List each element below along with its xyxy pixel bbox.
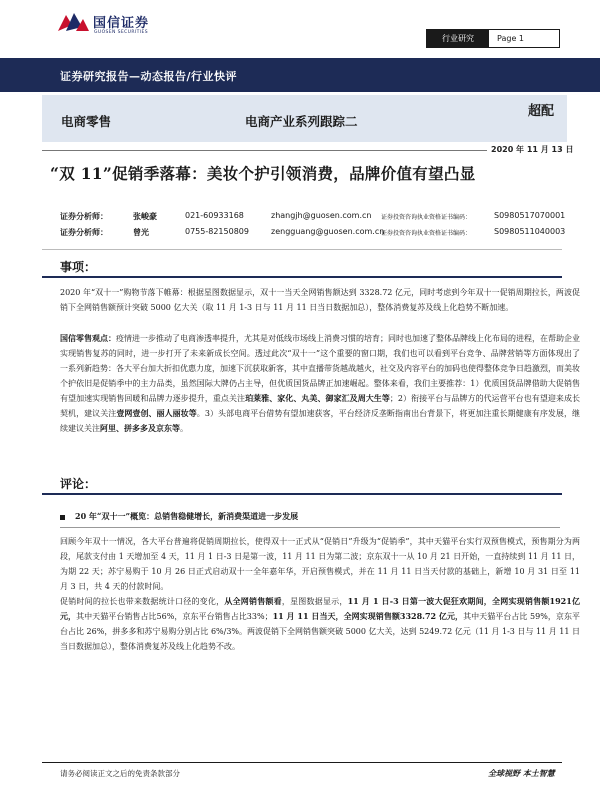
events-p2-text: ；2）衔接平台与品牌方的代运营平台也有望迎来成长契机，建议关注: [60, 394, 581, 418]
comment-p2-text: ，星图数据显示，: [281, 597, 348, 606]
analyst-name: 张峻豪: [133, 211, 157, 221]
guosen-logo-icon: [56, 11, 90, 33]
report-date: 2020 年 11 月 13 日: [487, 144, 577, 155]
page-number: Page 1: [497, 34, 524, 43]
comment-paragraph-1: 回顾今年双十一情况，各大平台普遍将促销周期拉长，使得双十一正式从“促销日”升级为“促销季”，其中天猫平台实行双预售模式，预售期分为两段，尾款支付由 1 天增加至 4 天，11 月 1 日-3 日是第一波，11 月 11 日为第二波；京东双十一从 10 月 21 日开始，一直持续到 11 月 11 日，为期 22 天；苏宁易购于 10 月 26 日正式启动双十一全年嘉年华，开启预售模式，并在 11 月 11 日当天付款的基础上，新增 10 月 31 日至 11 月 3 日，共 4 天的付款时间。: [60, 537, 580, 591]
bullet-underline: [60, 527, 560, 528]
events-p2-picks-1: 珀莱雅、家化、丸美、御家汇及周大生等: [245, 393, 390, 403]
comment-p2-text: 其中天猫平台销售占比56%，京东平台销售占比33%；: [76, 612, 273, 621]
events-paragraph-2: [60, 331, 580, 436]
events-title: 事项：: [60, 260, 97, 274]
analyst-cert-label: 证券投资咨询执业资格证书编码：: [381, 230, 472, 237]
footer-disclaimer: 请务必阅读正文之后的免责条款部分: [60, 769, 180, 778]
analyst-cert-no: S0980511040003: [494, 227, 566, 236]
overview-bullet: [60, 511, 298, 522]
events-p2-text: 。3）头部电商平台借势有望加速获客，平台经济反垄断指南出台背景下，将更加注重长期健康有序发展，继续建议关注: [60, 409, 581, 433]
comment-title: 评论：: [60, 477, 97, 491]
investment-rating: 超配: [528, 104, 555, 119]
comment-p2-text: 其中天猫平台占比 59%，京东平台占比 26%，拼多多和苏宁易购分别占比 6%/3%。两波促销下全网销售额突破 5000 亿大关，达到 5249.72 亿元（11 月 1-3 日与 11 月 11 日当日数据加总），整体消费复苏及线上化趋势不改。: [60, 612, 581, 651]
bullet-subheading: 总销售稳健增长，新消费渠道进一步发展: [154, 511, 299, 521]
events-p2-picks-3: 阿里、拼多多及京东等: [100, 423, 180, 433]
report-headline: “双 11”促销季落幕：美妆个护引领消费，品牌价值有望凸显: [50, 164, 476, 183]
comment-p2-text: 促销时间的拉长也带来数据统计口径的变化，: [60, 597, 225, 606]
report-category: 行业研究: [427, 30, 489, 47]
footer-slogan: 全球视野 本土智慧: [488, 768, 555, 778]
footer-divider: [42, 762, 562, 763]
comment-p2-bold: 11 月 11 日当天，全网实现销售额3328.72 亿元，: [272, 611, 464, 621]
header-badge: [426, 29, 560, 48]
analyst-email[interactable]: zhangjh@guosen.com.cn: [271, 211, 372, 220]
analyst-phone: 021-60933168: [185, 211, 244, 220]
sector-name: 电商零售: [61, 114, 112, 129]
analyst-phone: 0755-82150809: [185, 227, 249, 236]
series-title: 电商产业系列跟踪二: [245, 114, 358, 129]
comment-p2-bold: 从全网销售额看: [224, 596, 282, 606]
comment-paragraph-2: [60, 594, 580, 654]
events-title-rule: [42, 276, 562, 278]
analyst-name: 曾光: [133, 227, 149, 237]
analyst-divider: [42, 249, 562, 250]
analyst-label: 证券分析师：: [60, 211, 108, 221]
comment-p2-bold: 11 月 1 日-3 日第一波大促狂欢期间，全网实现销售额1921亿元，: [60, 596, 581, 621]
analyst-cert-label: 证券投资咨询执业资格证书编码：: [381, 214, 472, 221]
events-p2-text: 。: [180, 424, 188, 433]
events-p2-lead: 国信零售观点：: [60, 333, 116, 343]
brand-name: 国信证券: [93, 16, 150, 31]
analyst-cert-no: S0980517070001: [494, 211, 566, 220]
bullet-heading: 20 年“双十一”概览：: [75, 511, 155, 521]
events-p2-text: 疫情进一步推动了电商渗透率提升，尤其是对低线市场线上消费习惯的培育；同时也加速了整体品牌线上化布局的进程，在帮助企业实现销售复苏的同时，进一步打开了未来新成长空间。透过此次“双十一”这个重要的窗口期，我们也可以看到平台竞争、品牌营销等方面体现出了一系列新趋势：各大平台加大折扣优惠力度，加速下沉获取新客，其中直播带货越战越火，社交及内容平台的加码也使得整体竞争日趋激烈，而美妆个护依旧是促销季中的主力品类，虽然国际大牌仍占主导，但优质国货品牌正加速崛起。整体来看，我们主要推荐：1）优质国货品牌借助大促销售有望加速实现销售回暖和品牌力逐步提升，重点关注: [60, 334, 580, 403]
analyst-label: 证券分析师：: [60, 227, 108, 237]
bullet-square-icon: [60, 515, 65, 520]
report-type: 证券研究报告—动态报告/行业快评: [60, 70, 238, 83]
date-divider: [42, 150, 562, 151]
events-paragraph-1: 2020 年“双十一”购物节落下帷幕：根据星图数据显示，双十一当天全网销售额达到 3328.72 亿元，同时考虑到今年双十一促销周期拉长，两波促销下全网销售额预计突破 5000 亿大关（取 11 月 1-3 日与 11 月 11 日当日数据加总），整体消费复苏及线上化趋势不断加速。: [60, 288, 580, 312]
events-p2-picks-2: 壹网壹创、丽人丽妆等: [116, 408, 197, 418]
comment-title-rule: [42, 493, 562, 495]
brand-name-en: GUOSEN SECURITIES: [94, 30, 148, 35]
analyst-email[interactable]: zengguang@guosen.com.cn: [271, 227, 385, 236]
